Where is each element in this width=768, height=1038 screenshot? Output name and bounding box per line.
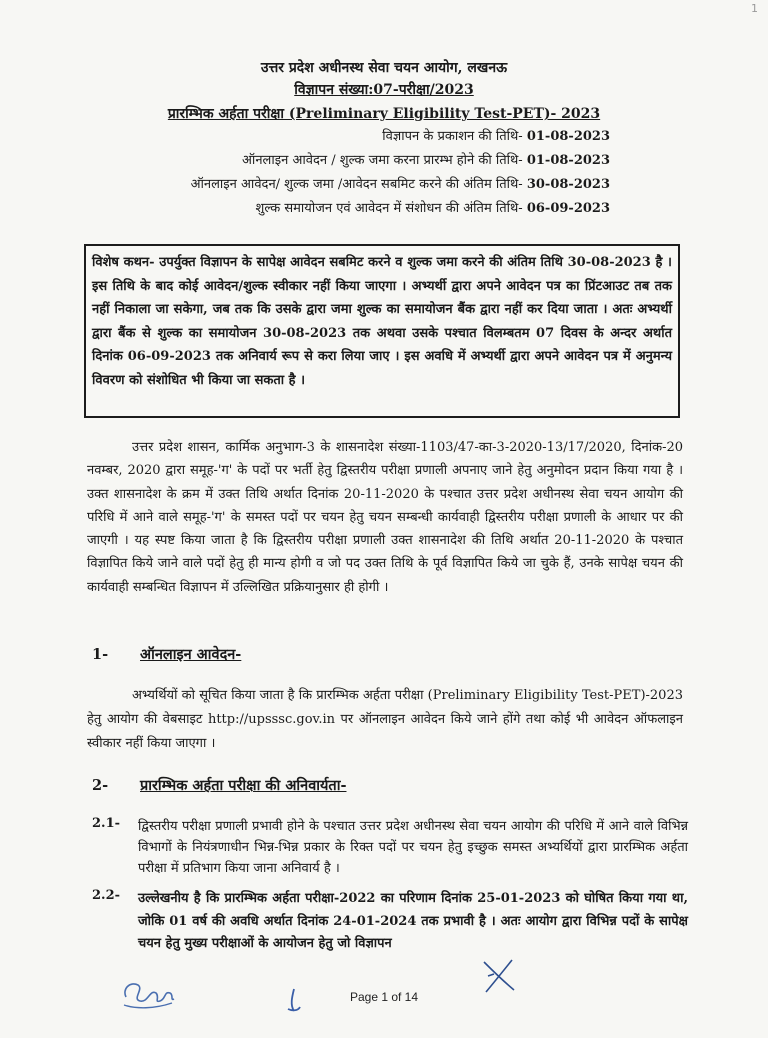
section-title: ऑनलाइन आवेदन- <box>140 646 242 663</box>
section-title: प्रारम्भिक अर्हता परीक्षा की अनिवार्यता- <box>140 777 347 794</box>
date-row: शुल्क समायोजन एवं आवेदन में संशोधन की अंतिम तिथि- 06-09-2023 <box>255 201 610 216</box>
page-footer: Page 1 of 14 <box>349 990 419 1004</box>
intro-paragraph: उत्तर प्रदेश शासन, कार्मिक अनुभाग-3 के शासनादेश संख्या-1103/47-का-3-2020-13/17/2020, दिनांक-20 नवम्बर, 2020 द्वारा समूह-'ग' के पदों पर भर्ती हेतु द्विस्तरीय परीक्षा प्रणाली अपनाए जाने हेतु अनुमोदन प्रदान किया गया है । उक्त शासनादेश के क्रम में उक्त तिथि अर्थात दिनांक 20-11-2020 के पश्चात उत्तर प्रदेश अधीनस्थ सेवा चयन आयोग की परिधि में आने वाले समूह-'ग' के समस्त पदों पर चयन हेतु चयन सम्बन्धी कार्यवाही द्विस्तरीय परीक्षा प्रणाली के आधार पर की जाएगी । यह स्पष्ट किया जाता है कि द्विस्तरीय परीक्षा प्रणाली उक्त शासनादेश की तिथि अर्थात 20-11-2020 के पश्चात विज्ञापित किये जाने वाले पदों हेतु ही मान्य होगी व जो पद उक्त तिथि के पूर्व विज्ञापित किये जा चुके हैं, उनके सापेक्ष चयन की कार्यवाही सम्बन्धित विज्ञापन में उल्लिखित प्रक्रियानुसार ही होगी । <box>87 440 683 595</box>
date-row: विज्ञापन के प्रकाशन की तिथि- 01-08-2023 <box>382 129 610 144</box>
date-row: ऑनलाइन आवेदन/ शुल्क जमा /आवेदन सबमिट करने की अंतिम तिथि- 30-08-2023 <box>190 177 610 192</box>
organization-title: उत्तर प्रदेश अधीनस्थ सेवा चयन आयोग, लखनऊ <box>260 60 508 76</box>
section-number: 1- <box>92 646 109 663</box>
special-notice-box: विशेष कथन- उपर्युक्त विज्ञापन के सापेक्ष आवेदन सबमिट करने व शुल्क जमा करने की अंतिम तिथि 30-08-2023 है । इस तिथि के बाद कोई आवेदन/शुल्क स्वीकार नहीं किया जाएगा । अभ्यर्थी द्वारा अपने आवेदन पत्र का प्रिंटआउट तब तक नहीं निकाला जा सकेगा, जब तक कि उसके द्वारा जमा शुल्क का समायोजन बैंक द्वारा नहीं कर दिया जाता । अतः अभ्यर्थी द्वारा बैंक से शुल्क का समायोजन 30-08-2023 तक अथवा उसके पश्चात विलम्बतम 07 दिवस के अन्दर अर्थात दिनांक 06-09-2023 तक अनिवार्य रूप से करा लिया जाए । इस अवधि में अभ्यर्थी द्वारा अपने आवेदन पत्र में अनुमन्य विवरण को संशोधित भी किया जा सकता है । <box>84 244 680 418</box>
important-dates <box>191 127 610 223</box>
clause-text: उल्लेखनीय है कि प्रारम्भिक अर्हता परीक्षा-2022 का परिणाम दिनांक 25-01-2023 को घोषित किया गया था, जोकि 01 वर्ष की अवधि अर्थात दिनांक 24-01-2024 तक प्रभावी है । अतः आयोग द्वारा विभिन्न पदों के सापेक्ष चयन हेतु मुख्य परीक्षाओं के आयोजन हेतु जो विज्ञापन <box>138 891 688 951</box>
clause-number: 2.1- <box>92 816 121 831</box>
section-1-paragraph: अभ्यर्थियों को सूचित किया जाता है कि प्रारम्भिक अर्हता परीक्षा (Preliminary Eligibility Test-PET)-2023 हेतु आयोग की वेबसाइट http://upsssc.gov.in पर ऑनलाइन आवेदन किये जाने होंगे तथा कोई भी आवेदन ऑफलाइन स्वीकार नहीं किया जाएगा । <box>87 688 683 751</box>
section-number: 2- <box>92 777 109 794</box>
clause-text: द्विस्तरीय परीक्षा प्रणाली प्रभावी होने के पश्चात उत्तर प्रदेश अधीनस्थ सेवा चयन आयोग की परिधि में आने वाले विभिन्न विभागों के नियंत्रणाधीन भिन्न-भिन्न प्रकार के रिक्त पदों पर चयन हेतु इच्छुक समस्त अभ्यर्थियों द्वारा प्रारम्भिक अर्हता परीक्षा में प्रतिभाग किया जाना अनिवार्य है । <box>138 819 688 876</box>
date-row: ऑनलाइन आवेदन / शुल्क जमा करना प्रारम्भ होने की तिथि- 01-08-2023 <box>242 153 610 168</box>
clause-number: 2.2- <box>92 888 121 903</box>
advertisement-number: विज्ञापन संख्या:07-परीक्षा/2023 <box>294 82 474 98</box>
section-1-heading <box>92 644 241 664</box>
section-2-heading <box>92 775 346 795</box>
exam-title: प्रारम्भिक अर्हता परीक्षा (Preliminary Eligibility Test-PET)- 2023 <box>167 106 601 122</box>
corner-page-number: 1 <box>751 2 758 15</box>
